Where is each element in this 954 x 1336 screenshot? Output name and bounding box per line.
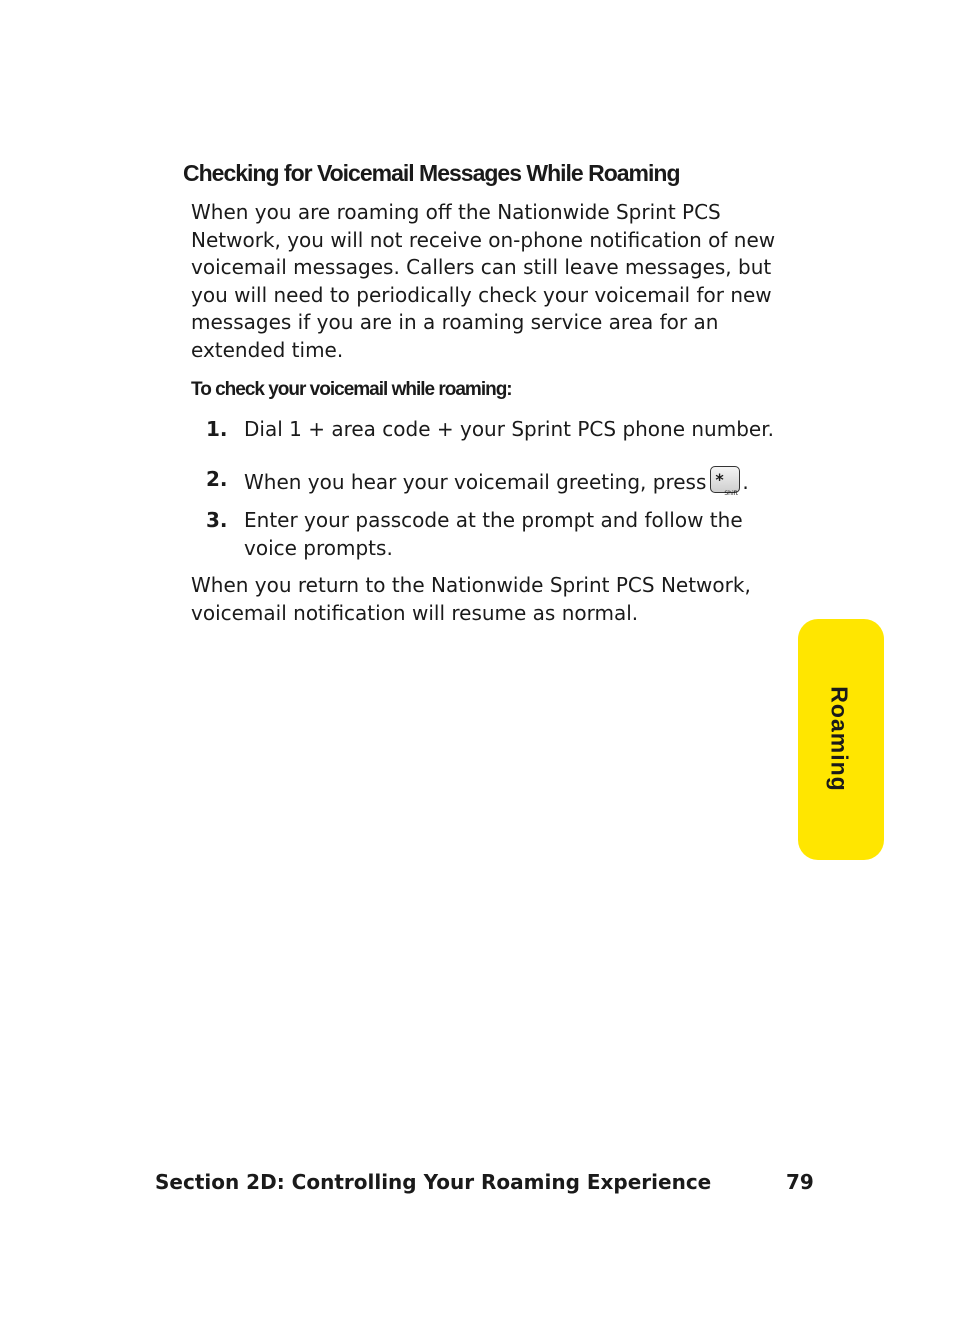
step-text-container: [244, 466, 796, 497]
footer-section-title: Section 2D: Controlling Your Roaming Experience: [155, 1170, 712, 1194]
step-2: [206, 466, 796, 497]
section-tab-label: Roaming: [826, 686, 853, 792]
step-text-end: .: [742, 470, 749, 494]
step-number: 3.: [206, 508, 228, 532]
section-heading: Checking for Voicemail Messages While Roaming: [183, 160, 680, 186]
outro-paragraph: When you return to the Nationwide Sprint PCS Network, voicemail notification will resume as normal.: [191, 573, 751, 625]
step-text: Dial 1 + area code + your Sprint PCS phone number.: [244, 417, 774, 441]
step-text: When you hear your voicemail greeting, press: [244, 470, 707, 494]
section-tab: [798, 619, 884, 860]
intro-paragraph: When you are roaming off the Nationwide Sprint PCS Network, you will not receive on-phone notification of new voicemail messages. Callers can still leave messages, but you will need to periodically check your voicemail for new messages if you are in a roaming service area for an extended time.: [191, 200, 776, 362]
step-number: 1.: [206, 417, 228, 441]
key-sub-label: Shift: [724, 490, 739, 497]
step-number: 2.: [206, 467, 228, 491]
step-text: Enter your passcode at the prompt and follow the voice prompts.: [244, 508, 743, 560]
step-1: [206, 416, 796, 444]
step-3: [206, 507, 796, 562]
procedure-heading: To check your voicemail while roaming:: [191, 379, 512, 400]
star-shift-key-icon: [710, 466, 740, 497]
key-symbol: *: [715, 470, 724, 489]
page-number: 79: [786, 1170, 814, 1194]
